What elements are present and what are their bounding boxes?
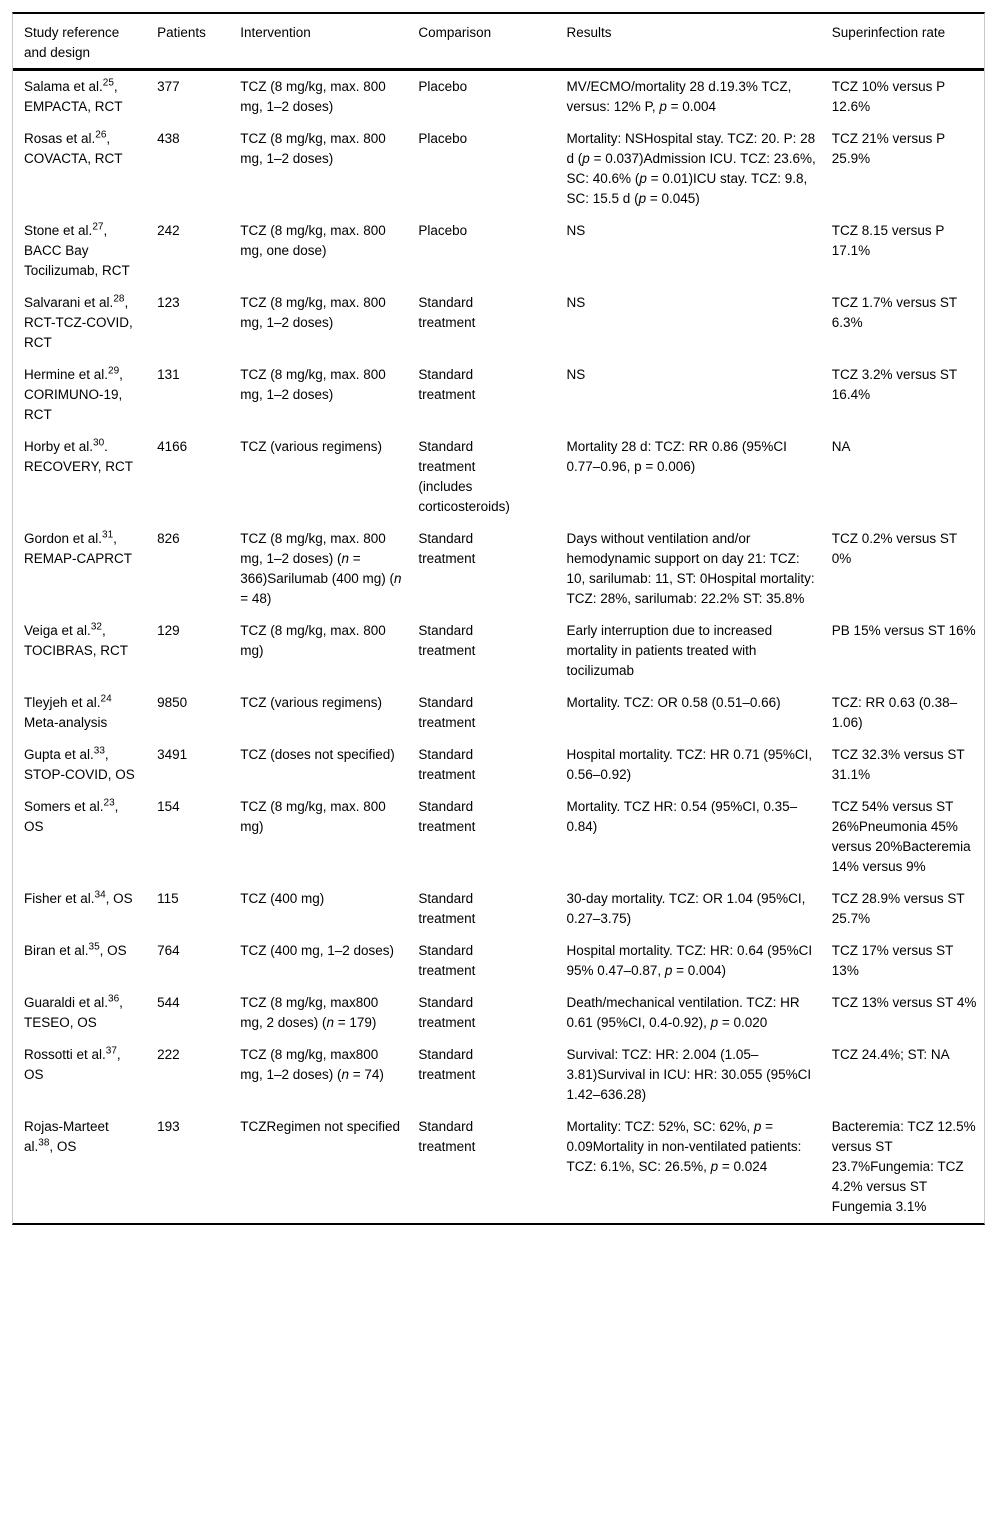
comparison-cell: Standard treatment <box>418 367 476 402</box>
table-row <box>13 215 984 287</box>
intervention-cell: TCZ (8 mg/kg, max. 800 mg, 1–2 doses) <box>240 295 386 330</box>
results-cell: Mortality. TCZ: OR 0.58 (0.51–0.66) <box>566 695 781 710</box>
table-row <box>13 1039 984 1111</box>
intervention-cell: TCZ (8 mg/kg, max800 mg, 1–2 doses) (n = 74) <box>240 1047 384 1082</box>
intervention-cell: TCZ (8 mg/kg, max. 800 mg) <box>240 799 386 834</box>
study-cell: Salama et al.$^{25}$, EMPACTA, RCT <box>24 77 123 114</box>
patients-cell: 4166 <box>157 439 188 454</box>
intervention-cell: TCZ (8 mg/kg, max. 800 mg, 1–2 doses) (n = 366)Sarilumab (400 mg) (n = 48) <box>240 531 402 606</box>
comparison-cell: Standard treatment <box>418 623 476 658</box>
superinfection-cell: TCZ 28.9% versus ST 25.7% <box>831 891 965 926</box>
intervention-cell: TCZ (various regimens) <box>240 439 382 454</box>
table-row <box>13 123 984 215</box>
patients-cell: 242 <box>157 223 180 238</box>
superinfection-cell: TCZ 8.15 versus P 17.1% <box>831 223 945 258</box>
study-cell: Stone et al.$^{27}$, BACC Bay Tocilizumab, RCT <box>24 221 130 278</box>
results-cell: Survival: TCZ: HR: 2.004 (1.05–3.81)Survival in ICU: HR: 30.055 (95%CI 1.42–636.28) <box>566 1047 812 1102</box>
column-header-results: Results <box>567 14 832 70</box>
patients-cell: 115 <box>157 891 179 906</box>
patients-cell: 764 <box>157 943 180 958</box>
table-row <box>13 987 984 1039</box>
intervention-cell: TCZ (8 mg/kg, max. 800 mg, 1–2 doses) <box>240 79 386 114</box>
comparison-cell: Standard treatment (includes corticosteroids) <box>418 439 510 514</box>
results-cell: NS <box>566 295 586 310</box>
superinfection-cell: TCZ 17% versus ST 13% <box>831 943 954 978</box>
comparison-cell: Standard treatment <box>418 943 476 978</box>
patients-cell: 129 <box>157 623 180 638</box>
comparison-cell: Standard treatment <box>418 695 476 730</box>
patients-cell: 123 <box>157 295 180 310</box>
intervention-cell: TCZ (400 mg) <box>240 891 325 906</box>
patients-cell: 3491 <box>157 747 188 762</box>
results-cell: Death/mechanical ventilation. TCZ: HR 0.61 (95%CI, 0.4-0.92), p = 0.020 <box>566 995 800 1030</box>
table-header <box>13 14 984 70</box>
table-row <box>13 687 984 739</box>
patients-cell: 131 <box>157 367 180 382</box>
superinfection-cell: TCZ 32.3% versus ST 31.1% <box>831 747 965 782</box>
column-header-study: Study reference and design <box>13 14 157 70</box>
superinfection-cell: TCZ 3.2% versus ST 16.4% <box>831 367 957 402</box>
column-header-intervention: Intervention <box>240 14 418 70</box>
intervention-cell: TCZ (8 mg/kg, max. 800 mg) <box>240 623 386 658</box>
comparison-cell: Standard treatment <box>418 799 476 834</box>
patients-cell: 438 <box>157 131 180 146</box>
comparison-cell: Standard treatment <box>418 295 476 330</box>
column-header-patients: Patients <box>157 14 240 70</box>
superinfection-cell: TCZ 21% versus P 25.9% <box>831 131 945 166</box>
table-row <box>13 359 984 431</box>
patients-cell: 377 <box>157 79 180 94</box>
table-row <box>13 523 984 615</box>
intervention-cell: TCZ (8 mg/kg, max. 800 mg, 1–2 doses) <box>240 367 386 402</box>
study-cell: Biran et al.$^{35}$, OS <box>24 941 127 958</box>
patients-cell: 544 <box>157 995 180 1010</box>
results-cell: Hospital mortality. TCZ: HR 0.71 (95%CI, 0.56–0.92) <box>566 747 813 782</box>
comparison-cell: Placebo <box>418 223 468 238</box>
patients-cell: 193 <box>157 1119 180 1134</box>
results-cell: Early interruption due to increased mortality in patients treated with tocilizumab <box>566 623 773 678</box>
comparison-cell: Placebo <box>418 131 468 146</box>
intervention-cell: TCZ (doses not specified) <box>240 747 395 762</box>
table-body <box>13 70 984 1224</box>
results-cell: NS <box>566 223 586 238</box>
column-header-comparison: Comparison <box>418 14 566 70</box>
results-cell: Days without ventilation and/or hemodynamic support on day 21: TCZ: 10, sarilumab: 11, ST: 0Hospital mortality: TCZ: 28%, sarilumab: 22.2% ST: 35.8% <box>566 531 815 606</box>
table-row <box>13 1111 984 1223</box>
comparison-cell: Standard treatment <box>418 1119 476 1154</box>
table-row <box>13 883 984 935</box>
superinfection-cell: TCZ 1.7% versus ST 6.3% <box>831 295 957 330</box>
results-cell: Mortality. TCZ HR: 0.54 (95%CI, 0.35–0.84) <box>566 799 798 834</box>
study-cell: Salvarani et al.$^{28}$, RCT-TCZ-COVID, RCT <box>24 293 133 350</box>
results-cell: NS <box>566 367 586 382</box>
results-cell: Mortality 28 d: TCZ: RR 0.86 (95%CI 0.77–0.96, p = 0.006) <box>566 439 787 474</box>
results-cell: 30-day mortality. TCZ: OR 1.04 (95%CI, 0.27–3.75) <box>566 891 806 926</box>
study-cell: Gordon et al.$^{31}$, REMAP-CAPRCT <box>24 529 133 566</box>
table-row <box>13 791 984 883</box>
column-header-superinfection: Superinfection rate <box>832 14 984 70</box>
intervention-cell: TCZ (8 mg/kg, max. 800 mg, 1–2 doses) <box>240 131 386 166</box>
results-cell: MV/ECMO/mortality 28 d.19.3% TCZ, versus: 12% P, p = 0.004 <box>566 79 792 114</box>
header-row <box>13 14 984 70</box>
studies-table <box>13 14 984 1223</box>
patients-cell: 222 <box>157 1047 180 1062</box>
superinfection-cell: PB 15% versus ST 16% <box>831 623 976 638</box>
study-cell: Hermine et al.$^{29}$, CORIMUNO-19, RCT <box>24 365 123 422</box>
study-cell: Tleyjeh et al.$^{24}$ Meta-analysis <box>24 693 112 730</box>
study-cell: Horby et al.$^{30}$. RECOVERY, RCT <box>24 437 134 474</box>
intervention-cell: TCZ (various regimens) <box>240 695 382 710</box>
results-cell: Hospital mortality. TCZ: HR: 0.64 (95%CI 95% 0.47–0.87, p = 0.004) <box>566 943 813 978</box>
superinfection-cell: TCZ 13% versus ST 4% <box>831 995 977 1010</box>
superinfection-cell: TCZ 24.4%; ST: NA <box>831 1047 950 1062</box>
study-cell: Fisher et al.$^{34}$, OS <box>24 889 133 906</box>
study-cell: Gupta et al.$^{33}$, STOP-COVID, OS <box>24 745 135 782</box>
superinfection-cell: NA <box>831 439 851 454</box>
table-row <box>13 431 984 523</box>
comparison-cell: Standard treatment <box>418 531 476 566</box>
superinfection-cell: TCZ: RR 0.63 (0.38–1.06) <box>831 695 958 730</box>
study-cell: Somers et al.$^{23}$, OS <box>24 797 119 834</box>
intervention-cell: TCZ (400 mg, 1–2 doses) <box>240 943 395 958</box>
superinfection-cell: TCZ 10% versus P 12.6% <box>831 79 945 114</box>
results-cell: Mortality: TCZ: 52%, SC: 62%, p = 0.09Mortality in non-ventilated patients: TCZ: 6.1%, SC: 26.5%, p = 0.024 <box>566 1119 802 1174</box>
table-row <box>13 287 984 359</box>
intervention-cell: TCZ (8 mg/kg, max. 800 mg, one dose) <box>240 223 386 258</box>
intervention-cell: TCZ (8 mg/kg, max800 mg, 2 doses) (n = 179) <box>240 995 379 1030</box>
studies-table-container <box>12 12 985 1225</box>
table-row <box>13 615 984 687</box>
table-row <box>13 70 984 124</box>
superinfection-cell: TCZ 0.2% versus ST 0% <box>831 531 957 566</box>
results-cell: Mortality: NSHospital stay. TCZ: 20. P: 28 d (p = 0.037)Admission ICU. TCZ: 23.6%, SC: 40.6% (p = 0.01)ICU stay. TCZ: 9.8, SC: 15.5 d (p = 0.045) <box>566 131 816 206</box>
study-cell: Veiga et al.$^{32}$, TOCIBRAS, RCT <box>24 621 129 658</box>
study-cell: Rossotti et al.$^{37}$, OS <box>24 1045 121 1082</box>
study-cell: Guaraldi et al.$^{36}$, TESEO, OS <box>24 993 123 1030</box>
patients-cell: 154 <box>157 799 180 814</box>
intervention-cell: TCZRegimen not specified <box>240 1119 401 1134</box>
comparison-cell: Standard treatment <box>418 1047 476 1082</box>
comparison-cell: Standard treatment <box>418 891 476 926</box>
table-row <box>13 935 984 987</box>
table-row <box>13 739 984 791</box>
study-cell: Rojas-Marteet al.$^{38}$, OS <box>24 1119 109 1154</box>
superinfection-cell: Bacteremia: TCZ 12.5% versus ST 23.7%Fungemia: TCZ 4.2% versus ST Fungemia 3.1% <box>831 1119 976 1214</box>
patients-cell: 9850 <box>157 695 188 710</box>
patients-cell: 826 <box>157 531 180 546</box>
comparison-cell: Standard treatment <box>418 995 476 1030</box>
superinfection-cell: TCZ 54% versus ST 26%Pneumonia 45% versus 20%Bacteremia 14% versus 9% <box>831 799 971 874</box>
study-cell: Rosas et al.$^{26}$, COVACTA, RCT <box>24 129 123 166</box>
comparison-cell: Placebo <box>418 79 468 94</box>
comparison-cell: Standard treatment <box>418 747 476 782</box>
